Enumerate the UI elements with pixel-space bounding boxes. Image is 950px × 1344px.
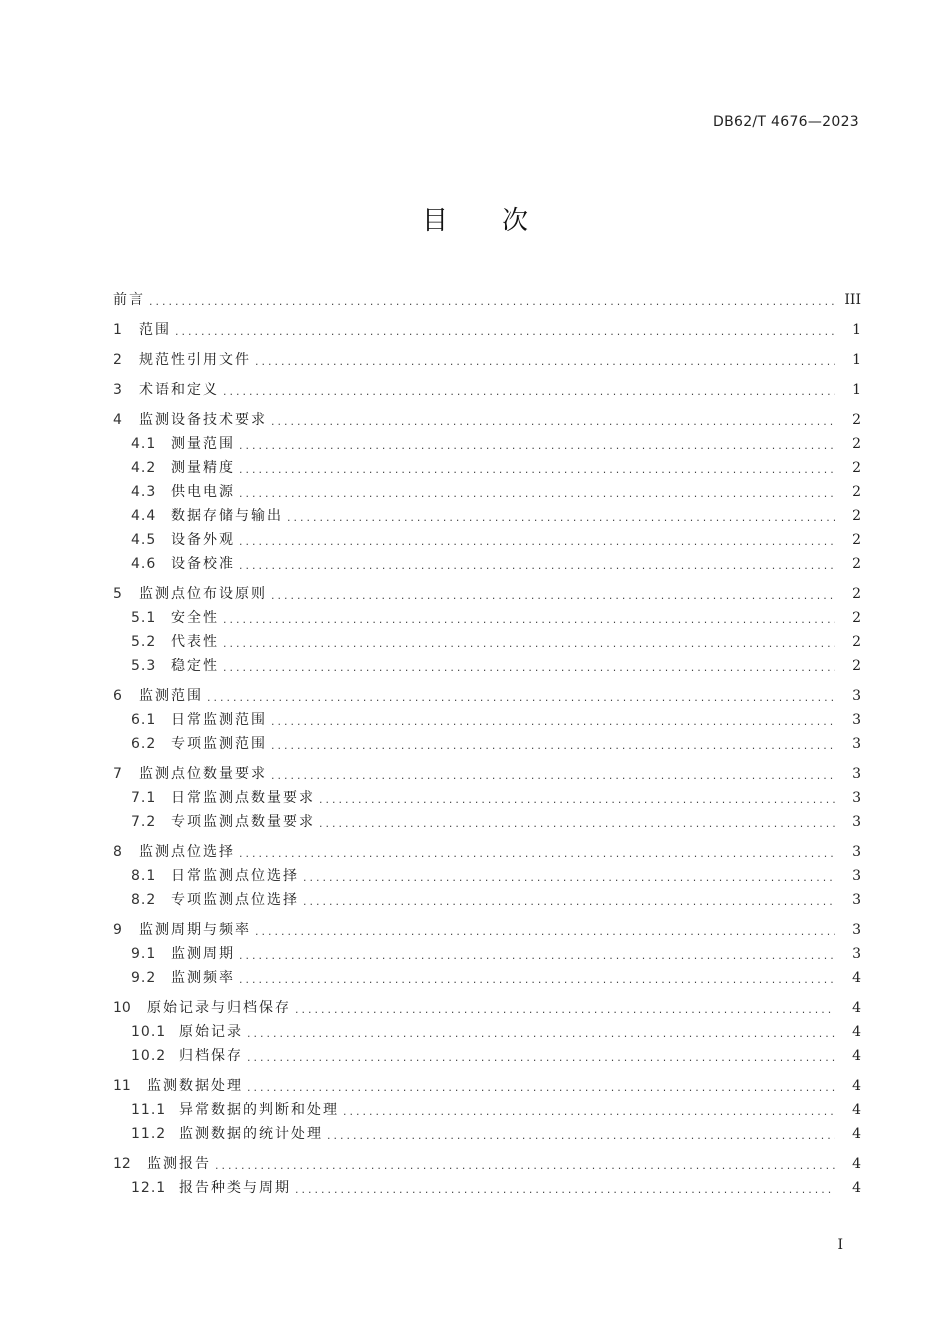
toc-entry-number: 2 bbox=[113, 352, 122, 368]
toc-entry-title: 测量范围 bbox=[171, 436, 235, 452]
toc-entry-page: 3 bbox=[852, 790, 861, 806]
toc-entry-title: 代表性 bbox=[171, 634, 219, 650]
toc-entry[interactable] bbox=[113, 864, 861, 888]
toc-entry[interactable] bbox=[113, 1176, 861, 1200]
toc-entry-title: 监测周期与频率 bbox=[139, 922, 251, 938]
toc-entry-page: 4 bbox=[852, 1048, 861, 1064]
toc-entry-number: 4.2 bbox=[131, 460, 157, 476]
toc-dot-leader bbox=[295, 1180, 835, 1200]
toc-entry-title: 监测点位选择 bbox=[139, 844, 235, 860]
toc-entry-page: 1 bbox=[852, 382, 861, 398]
toc-entry-title: 监测范围 bbox=[139, 688, 203, 704]
toc-entry-title: 数据存储与输出 bbox=[171, 508, 283, 524]
toc-entry-page: 3 bbox=[852, 736, 861, 752]
toc-entry-title: 归档保存 bbox=[179, 1048, 243, 1064]
toc-entry-number: 9.2 bbox=[131, 970, 157, 986]
toc-entry-number: 10.1 bbox=[131, 1024, 167, 1040]
toc-entry-title: 原始记录 bbox=[179, 1024, 243, 1040]
toc-entry[interactable] bbox=[113, 1152, 861, 1176]
toc-dot-leader bbox=[239, 484, 835, 504]
toc-entry-page: 2 bbox=[852, 586, 861, 602]
toc-entry-page: 2 bbox=[852, 484, 861, 500]
toc-entry-number: 10 bbox=[113, 1000, 131, 1016]
toc-entry-title: 术语和定义 bbox=[139, 382, 219, 398]
toc-dot-leader bbox=[247, 1024, 835, 1044]
toc-dot-leader bbox=[287, 508, 835, 528]
toc-entry-page: 3 bbox=[852, 946, 861, 962]
toc-entry-title: 异常数据的判断和处理 bbox=[179, 1102, 339, 1118]
toc-entry[interactable] bbox=[113, 630, 861, 654]
toc-dot-leader bbox=[271, 412, 835, 432]
toc-entry-number: 12.1 bbox=[131, 1180, 167, 1196]
toc-entry-number: 6.1 bbox=[131, 712, 157, 728]
toc-entry-number: 4 bbox=[113, 412, 122, 428]
toc-entry-number: 7.1 bbox=[131, 790, 157, 806]
toc-dot-leader bbox=[149, 292, 835, 312]
toc-entry-title: 原始记录与归档保存 bbox=[147, 1000, 291, 1016]
toc-dot-leader bbox=[271, 586, 835, 606]
toc-entry-number: 11.2 bbox=[131, 1126, 167, 1142]
toc-entry-page: 3 bbox=[852, 922, 861, 938]
toc-dot-leader bbox=[247, 1048, 835, 1068]
toc-dot-leader bbox=[239, 556, 835, 576]
toc-dot-leader bbox=[239, 946, 835, 966]
toc-entry-title: 报告种类与周期 bbox=[179, 1180, 291, 1196]
toc-entry-title: 前言 bbox=[113, 292, 145, 308]
toc-entry-number: 4.4 bbox=[131, 508, 157, 524]
toc-entry-page: 3 bbox=[852, 844, 861, 860]
page-title-char-1: 目 bbox=[421, 206, 448, 236]
toc-dot-leader bbox=[223, 658, 835, 678]
toc-entry-page: 3 bbox=[852, 712, 861, 728]
page-number: I bbox=[837, 1237, 843, 1253]
toc-entry[interactable] bbox=[113, 528, 861, 552]
toc-entry[interactable] bbox=[113, 810, 861, 834]
toc-entry-number: 5.3 bbox=[131, 658, 157, 674]
toc-entry-title: 监测频率 bbox=[171, 970, 235, 986]
toc-entry-title: 监测报告 bbox=[147, 1156, 211, 1172]
toc-entry-number: 11.1 bbox=[131, 1102, 167, 1118]
toc-entry-number: 8.2 bbox=[131, 892, 157, 908]
toc-entry[interactable] bbox=[113, 1074, 861, 1098]
toc-entry-title: 稳定性 bbox=[171, 658, 219, 674]
toc-entry-page: 2 bbox=[852, 532, 861, 548]
toc-entry[interactable] bbox=[113, 432, 861, 456]
toc-entry-title: 设备外观 bbox=[171, 532, 235, 548]
toc-entry-page: 4 bbox=[852, 1000, 861, 1016]
toc-entry-number: 1 bbox=[113, 322, 122, 338]
toc-entry-title: 日常监测范围 bbox=[171, 712, 267, 728]
toc-entry-number: 4.6 bbox=[131, 556, 157, 572]
toc-entry-page: 1 bbox=[852, 352, 861, 368]
toc-entry-title: 监测数据处理 bbox=[147, 1078, 243, 1094]
toc-entry-page: 2 bbox=[852, 556, 861, 572]
toc-dot-leader bbox=[175, 322, 835, 342]
toc-entry-number: 8.1 bbox=[131, 868, 157, 884]
toc-entry-number: 6.2 bbox=[131, 736, 157, 752]
toc-entry[interactable] bbox=[113, 552, 861, 576]
toc-entry-number: 11 bbox=[113, 1078, 131, 1094]
toc-entry-page: 4 bbox=[852, 1024, 861, 1040]
toc-dot-leader bbox=[303, 868, 835, 888]
toc-dot-leader bbox=[271, 712, 835, 732]
toc-entry[interactable] bbox=[113, 378, 861, 402]
toc-entry-page: 2 bbox=[852, 412, 861, 428]
toc-entry-title: 安全性 bbox=[171, 610, 219, 626]
document-code: DB62/T 4676—2023 bbox=[713, 114, 859, 130]
toc-entry-title: 监测周期 bbox=[171, 946, 235, 962]
toc-entry[interactable] bbox=[113, 996, 861, 1020]
toc-entry-title: 测量精度 bbox=[171, 460, 235, 476]
toc-entry-page: 2 bbox=[852, 508, 861, 524]
toc-dot-leader bbox=[319, 790, 835, 810]
toc-entry-number: 4.5 bbox=[131, 532, 157, 548]
toc-dot-leader bbox=[271, 736, 835, 756]
toc-entry-page: 2 bbox=[852, 460, 861, 476]
toc-entry[interactable] bbox=[113, 1044, 861, 1068]
toc-dot-leader bbox=[271, 766, 835, 786]
toc-dot-leader bbox=[223, 382, 835, 402]
toc-entry-page: 4 bbox=[852, 1156, 861, 1172]
toc-entry[interactable] bbox=[113, 966, 861, 990]
toc-entry-title: 专项监测点数量要求 bbox=[171, 814, 315, 830]
toc-entry-page: 3 bbox=[852, 814, 861, 830]
toc-entry-title: 监测点位数量要求 bbox=[139, 766, 267, 782]
table-of-contents bbox=[113, 288, 861, 1200]
toc-entry[interactable] bbox=[113, 708, 861, 732]
toc-dot-leader bbox=[239, 970, 835, 990]
toc-entry-title: 范围 bbox=[139, 322, 171, 338]
page-title-char-2: 次 bbox=[502, 206, 529, 236]
toc-entry-title: 日常监测点位选择 bbox=[171, 868, 299, 884]
toc-entry-page: 3 bbox=[852, 892, 861, 908]
toc-entry-number: 8 bbox=[113, 844, 122, 860]
toc-entry[interactable] bbox=[113, 840, 861, 864]
page-title bbox=[0, 200, 950, 237]
toc-entry-title: 规范性引用文件 bbox=[139, 352, 251, 368]
toc-entry-title: 监测数据的统计处理 bbox=[179, 1126, 323, 1142]
toc-entry-number: 5.2 bbox=[131, 634, 157, 650]
toc-entry[interactable] bbox=[113, 654, 861, 678]
toc-entry[interactable] bbox=[113, 684, 861, 708]
toc-entry-title: 专项监测点位选择 bbox=[171, 892, 299, 908]
toc-entry[interactable] bbox=[113, 480, 861, 504]
toc-entry-number: 12 bbox=[113, 1156, 131, 1172]
toc-dot-leader bbox=[295, 1000, 835, 1020]
toc-dot-leader bbox=[239, 436, 835, 456]
toc-entry-title: 日常监测点数量要求 bbox=[171, 790, 315, 806]
toc-entry-page: 2 bbox=[852, 610, 861, 626]
toc-dot-leader bbox=[239, 844, 835, 864]
toc-entry[interactable] bbox=[113, 408, 861, 432]
toc-entry[interactable] bbox=[113, 762, 861, 786]
toc-entry-number: 3 bbox=[113, 382, 122, 398]
toc-entry-page: 4 bbox=[852, 970, 861, 986]
toc-dot-leader bbox=[223, 634, 835, 654]
toc-dot-leader bbox=[247, 1078, 835, 1098]
toc-dot-leader bbox=[239, 460, 835, 480]
toc-dot-leader bbox=[255, 352, 835, 372]
toc-entry[interactable] bbox=[113, 606, 861, 630]
toc-dot-leader bbox=[319, 814, 835, 834]
toc-entry-number: 7 bbox=[113, 766, 122, 782]
toc-entry-page: 4 bbox=[852, 1126, 861, 1142]
toc-dot-leader bbox=[255, 922, 835, 942]
toc-entry[interactable] bbox=[113, 582, 861, 606]
toc-dot-leader bbox=[223, 610, 835, 630]
toc-entry-page: 4 bbox=[852, 1102, 861, 1118]
toc-dot-leader bbox=[207, 688, 835, 708]
toc-entry-page: 4 bbox=[852, 1078, 861, 1094]
toc-entry[interactable] bbox=[113, 348, 861, 372]
toc-entry[interactable] bbox=[113, 942, 861, 966]
toc-entry-page: 3 bbox=[852, 868, 861, 884]
toc-entry-page: 1 bbox=[852, 322, 861, 338]
toc-dot-leader bbox=[343, 1102, 835, 1122]
toc-entry-number: 9.1 bbox=[131, 946, 157, 962]
toc-entry[interactable] bbox=[113, 318, 861, 342]
toc-entry[interactable] bbox=[113, 288, 861, 312]
toc-entry-number: 6 bbox=[113, 688, 122, 704]
toc-entry[interactable] bbox=[113, 888, 861, 912]
toc-entry-number: 5.1 bbox=[131, 610, 157, 626]
toc-entry[interactable] bbox=[113, 456, 861, 480]
toc-entry-page: 2 bbox=[852, 658, 861, 674]
toc-entry[interactable] bbox=[113, 1020, 861, 1044]
toc-entry-number: 4.3 bbox=[131, 484, 157, 500]
toc-entry[interactable] bbox=[113, 786, 861, 810]
toc-entry-title: 监测设备技术要求 bbox=[139, 412, 267, 428]
toc-entry-number: 9 bbox=[113, 922, 122, 938]
toc-dot-leader bbox=[327, 1126, 835, 1146]
toc-entry[interactable] bbox=[113, 1098, 861, 1122]
toc-entry-number: 4.1 bbox=[131, 436, 157, 452]
toc-entry-title: 设备校准 bbox=[171, 556, 235, 572]
toc-entry-number: 10.2 bbox=[131, 1048, 167, 1064]
toc-entry-page: 4 bbox=[852, 1180, 861, 1196]
toc-entry[interactable] bbox=[113, 918, 861, 942]
toc-entry-title: 专项监测范围 bbox=[171, 736, 267, 752]
toc-entry-page: 2 bbox=[852, 634, 861, 650]
toc-dot-leader bbox=[303, 892, 835, 912]
toc-entry-number: 7.2 bbox=[131, 814, 157, 830]
toc-entry[interactable] bbox=[113, 504, 861, 528]
toc-entry-page: III bbox=[844, 292, 861, 308]
toc-entry-title: 供电电源 bbox=[171, 484, 235, 500]
toc-dot-leader bbox=[239, 532, 835, 552]
toc-entry-page: 2 bbox=[852, 436, 861, 452]
toc-entry[interactable] bbox=[113, 1122, 861, 1146]
toc-entry[interactable] bbox=[113, 732, 861, 756]
toc-dot-leader bbox=[215, 1156, 835, 1176]
toc-entry-title: 监测点位布设原则 bbox=[139, 586, 267, 602]
toc-entry-number: 5 bbox=[113, 586, 122, 602]
toc-entry-page: 3 bbox=[852, 688, 861, 704]
toc-entry-page: 3 bbox=[852, 766, 861, 782]
